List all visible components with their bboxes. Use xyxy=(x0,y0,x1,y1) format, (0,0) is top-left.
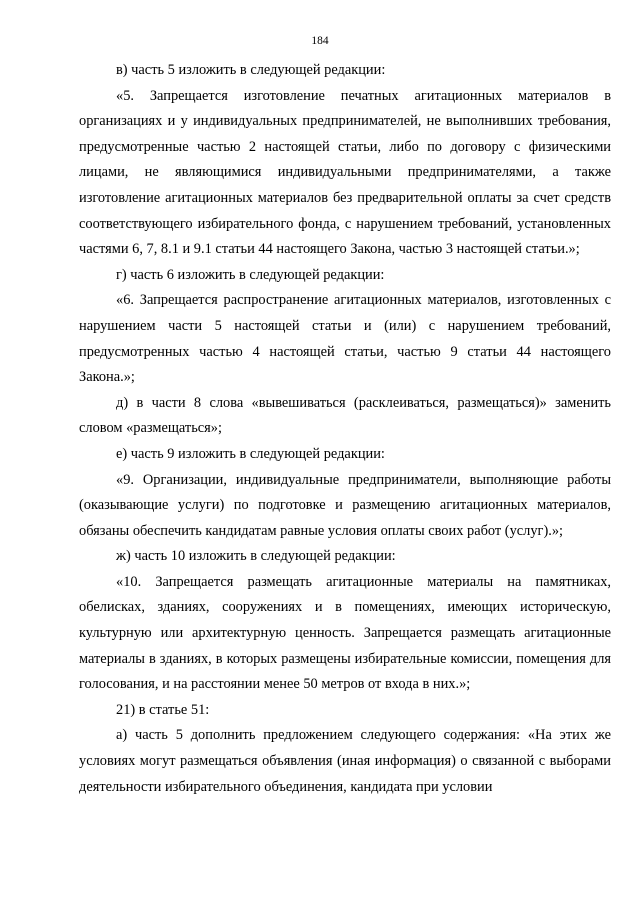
paragraph-zh-part-10: ж) часть 10 изложить в следующей редакции: xyxy=(116,548,396,565)
paragraph-part-10-text: «10. Запрещается размещать агитационные материалы на памятниках, обелисках, зданиях, сооружениях и в помещениях, имеющих историческую, культурную или архитектурную ценность. Запрещается размещать агитационные материалы в зданиях, в которых размещены избирательные комиссии, помещения для голосования, и на расстоянии менее 50 метров от входа в них.»; xyxy=(79,573,611,693)
document-body xyxy=(79,58,611,800)
paragraph-g-part-6: г) часть 6 изложить в следующей редакции: xyxy=(116,266,385,283)
paragraph-part-9-text: «9. Организации, индивидуальные предприниматели, выполняющие работы (оказывающие услуги) по подготовке и размещению агитационных материалов, обязаны обеспечить кандидатам равные условия оплаты своих работ (услуг).»; xyxy=(79,471,611,539)
paragraph-v-part-5: в) часть 5 изложить в следующей редакции: xyxy=(116,62,386,78)
paragraph-e-part-9: е) часть 9 изложить в следующей редакции: xyxy=(116,445,385,462)
paragraph-item-21: 21) в статье 51: xyxy=(116,701,210,718)
paragraph-part-6-text: «6. Запрещается распространение агитационных материалов, изготовленных с нарушением части 5 настоящей статьи и (или) с нарушением требований, предусмотренных частью 4 настоящей статьи, частью 9 статьи 44 настоящего Закона.»; xyxy=(79,292,611,386)
paragraph-d-part-8: д) в части 8 слова «вывешиваться (расклеиваться, размещаться)» заменить словом «размещаться»; xyxy=(79,394,611,437)
page-number: 184 xyxy=(311,35,329,47)
paragraph-part-5-text: «5. Запрещается изготовление печатных агитационных материалов в организациях и у индивидуальных предпринимателей, не выполнивших требования, предусмотренные частью 2 настоящей статьи, либо по договору с физическими лицами, не являющимися индивидуальными предпринимателями, а также изготовление агитационных материалов без предварительной оплаты за счет средств соответствующего избирательного фонда, с нарушением требований, установленных частями 6, 7, 8.1 и 9.1 статьи 44 настоящего Закона, частью 3 настоящей статьи.»; xyxy=(79,87,611,258)
paragraph-a-part-5-addition: а) часть 5 дополнить предложением следующего содержания: «На этих же условиях могут размещаться объявления (иная информация) о связанной с выборами деятельности избирательного объединения, кандидата при условии xyxy=(79,727,611,795)
